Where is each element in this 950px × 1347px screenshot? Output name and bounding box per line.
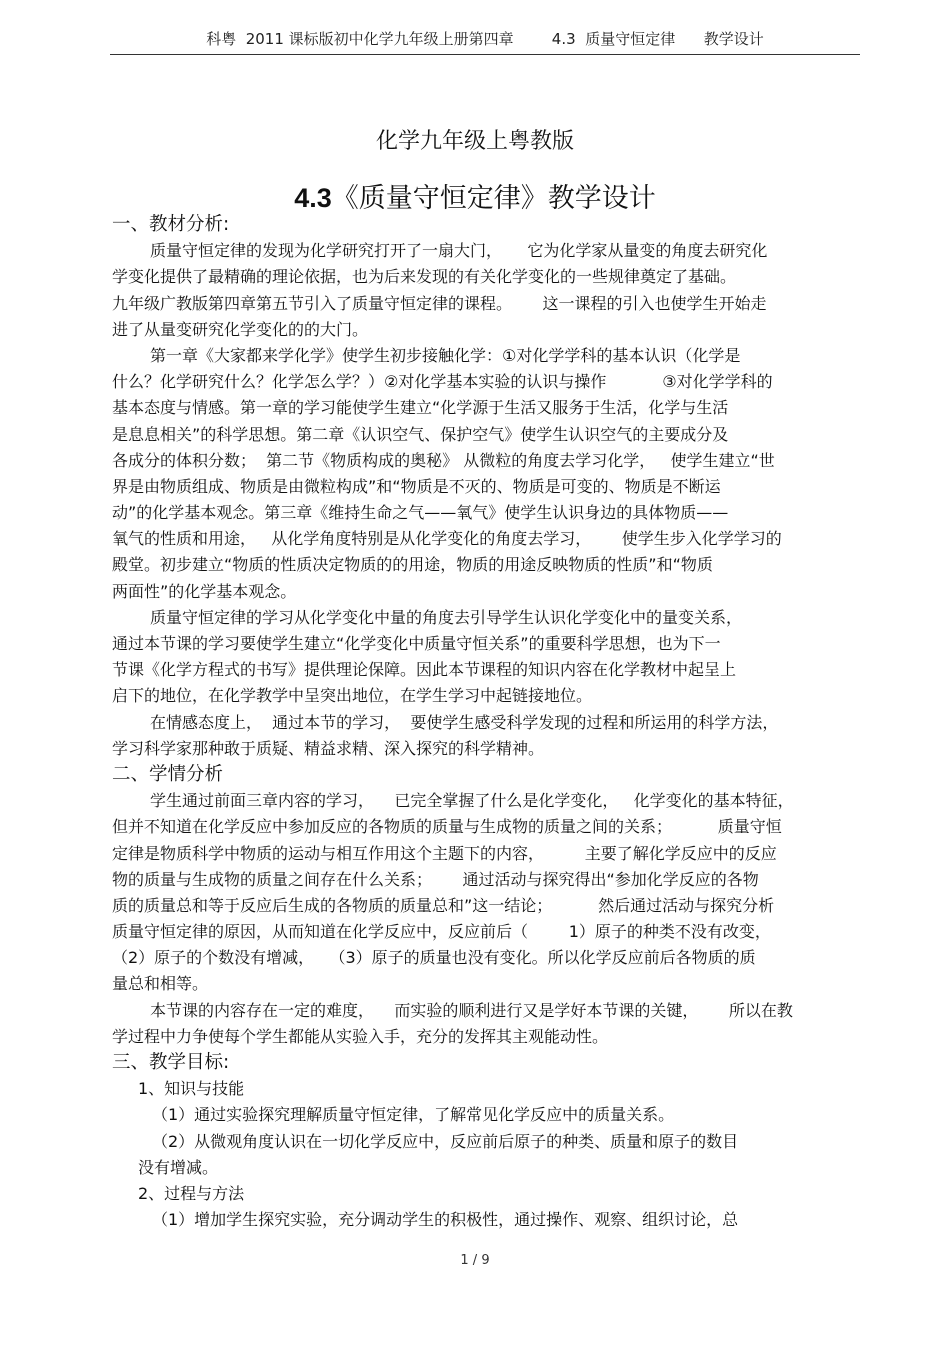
title-text: 《质量守恒定律》教学设计 — [331, 183, 656, 214]
body-line: 基本态度与情感。第一章的学习能使学生建立“化学源于生活又服务于生活，化学与生活 — [112, 398, 729, 418]
body-line: 动”的化学基本观念。第三章《维持生命之气——氧气》使学生认识身边的具体物质—— — [112, 503, 729, 523]
body-line: 各成分的体积分数； 第二节《物质构成的奥秘》 从微粒的角度去学习化学， 使学生建立“世 — [112, 450, 775, 470]
body-line: 第一章《大家都来学化学》使学生初步接触化学：①对化学学科的基本认识（化学是 — [150, 345, 741, 365]
body-line: （2）从微观角度认识在一切化学反应中，反应前后原子的种类、质量和原子的数目 — [152, 1131, 739, 1151]
body-line: 进了从量变研究化学变化的的大门。 — [112, 319, 369, 339]
body-line: 节课《化学方程式的书写》提供理论保障。因此本节课程的知识内容在化学教材中起呈上 — [112, 660, 737, 680]
body-line: 学变化提供了最精确的理论依据，也为后来发现的有关化学变化的一些规律奠定了基础。 — [112, 267, 737, 287]
body-line: 质的质量总和等于反应后生成的各物质的质量总和”这一结论； 然后通过活动与探究分析 — [112, 895, 775, 915]
body-line: 定律是物质科学中物质的运动与相互作用这个主题下的内容， 主要了解化学反应中的反应 — [112, 843, 777, 863]
document-body — [112, 212, 862, 1233]
document-subtitle: 化学九年级上粤教版 — [375, 129, 574, 154]
body-line: 本节课的内容存在一定的难度， 而实验的顺利进行又是学好本节课的关键， 所以在教 — [150, 1000, 793, 1020]
body-line: 氧气的性质和用途， 从化学角度特别是从化学变化的角度去学习， 使学生步入化学学习的 — [112, 529, 782, 549]
header-rule — [110, 54, 860, 55]
section-heading: 二、学情分析 — [112, 763, 224, 785]
body-line: 质量守恒定律的发现为化学研究打开了一扇大门， 它为化学家从量变的角度去研究化 — [150, 241, 768, 261]
body-line: 质量守恒定律的原因，从而知道在化学反应中，反应前后（ 1）原子的种类不没有改变， — [112, 922, 771, 942]
subsection-heading: 2、过程与方法 — [138, 1183, 245, 1203]
body-line: 通过本节课的学习要使学生建立“化学变化中质量守恒关系”的重要科学思想，也为下一 — [112, 634, 721, 653]
body-line: 是息息相关”的科学思想。第二章《认识空气、保护空气》使学生认识空气的主要成分及 — [112, 424, 729, 444]
body-line: 启下的地位，在化学教学中呈突出地位，在学生学习中起链接地位。 — [112, 686, 593, 706]
title-number: 4.3 — [294, 183, 332, 213]
running-header: 科粤 2011 课标版初中化学九年级上册第四章 4.3 质量守恒定律 教学设计 — [206, 30, 764, 48]
body-line: 九年级广教版第四章第五节引入了质量守恒定律的课程。 这一课程的引入也使学生开始走 — [112, 293, 767, 313]
document-title — [0, 176, 950, 215]
body-line: 界是由物质组成、物质是由微粒构成”和“物质是不灭的、物质是可变的、物质是不断运 — [112, 476, 721, 496]
body-line: 学习科学家那种敢于质疑、精益求精、深入探究的科学精神。 — [112, 738, 545, 758]
section-heading: 一、教材分析: — [112, 214, 230, 235]
subsection-heading: 1、知识与技能 — [138, 1079, 245, 1099]
page-number: 1 / 9 — [460, 1253, 490, 1268]
body-line: 学过程中力争使每个学生都能从实验入手，充分的发挥其主观能动性。 — [112, 1026, 609, 1046]
body-line: （1）增加学生探究实验，充分调动学生的积极性，通过操作、观察、组织讨论，总 — [152, 1210, 739, 1230]
body-line: 什么？化学研究什么？化学怎么学？）②对化学基本实验的认识与操作 ③对化学学科的 — [112, 372, 773, 392]
body-line: （2）原子的个数没有增减， （3）原子的质量也没有变化。所以化学反应前后各物质的质 — [112, 948, 756, 968]
body-line: 物的质量与生成物的质量之间存在什么关系； 通过活动与探究得出“参加化学反应的各物 — [112, 869, 759, 889]
body-line: 但并不知道在化学反应中参加反应的各物质的质量与生成物的质量之间的关系； 质量守恒 — [112, 817, 782, 837]
body-line: 殿堂。初步建立“物质的性质决定物质的的用途，物质的用途反映物质的性质”和“物质 — [112, 555, 713, 575]
body-line: 学生通过前面三章内容的学习， 已完全掌握了什么是化学变化， 化学变化的基本特征， — [150, 791, 794, 811]
section-heading: 三、教学目标: — [112, 1052, 230, 1073]
body-line: 在情感态度上， 通过本节的学习， 要使学生感受科学发现的过程和所运用的科学方法， — [150, 712, 779, 732]
body-line: （1）通过实验探究理解质量守恒定律，了解常见化学反应中的质量关系。 — [152, 1105, 675, 1125]
body-line: 两面性”的化学基本观念。 — [112, 581, 297, 601]
body-line: 质量守恒定律的学习从化学变化中量的角度去引导学生认识化学变化中的量变关系， — [150, 607, 743, 627]
body-line: 没有增减。 — [138, 1157, 219, 1177]
body-line: 量总和相等。 — [112, 974, 209, 994]
